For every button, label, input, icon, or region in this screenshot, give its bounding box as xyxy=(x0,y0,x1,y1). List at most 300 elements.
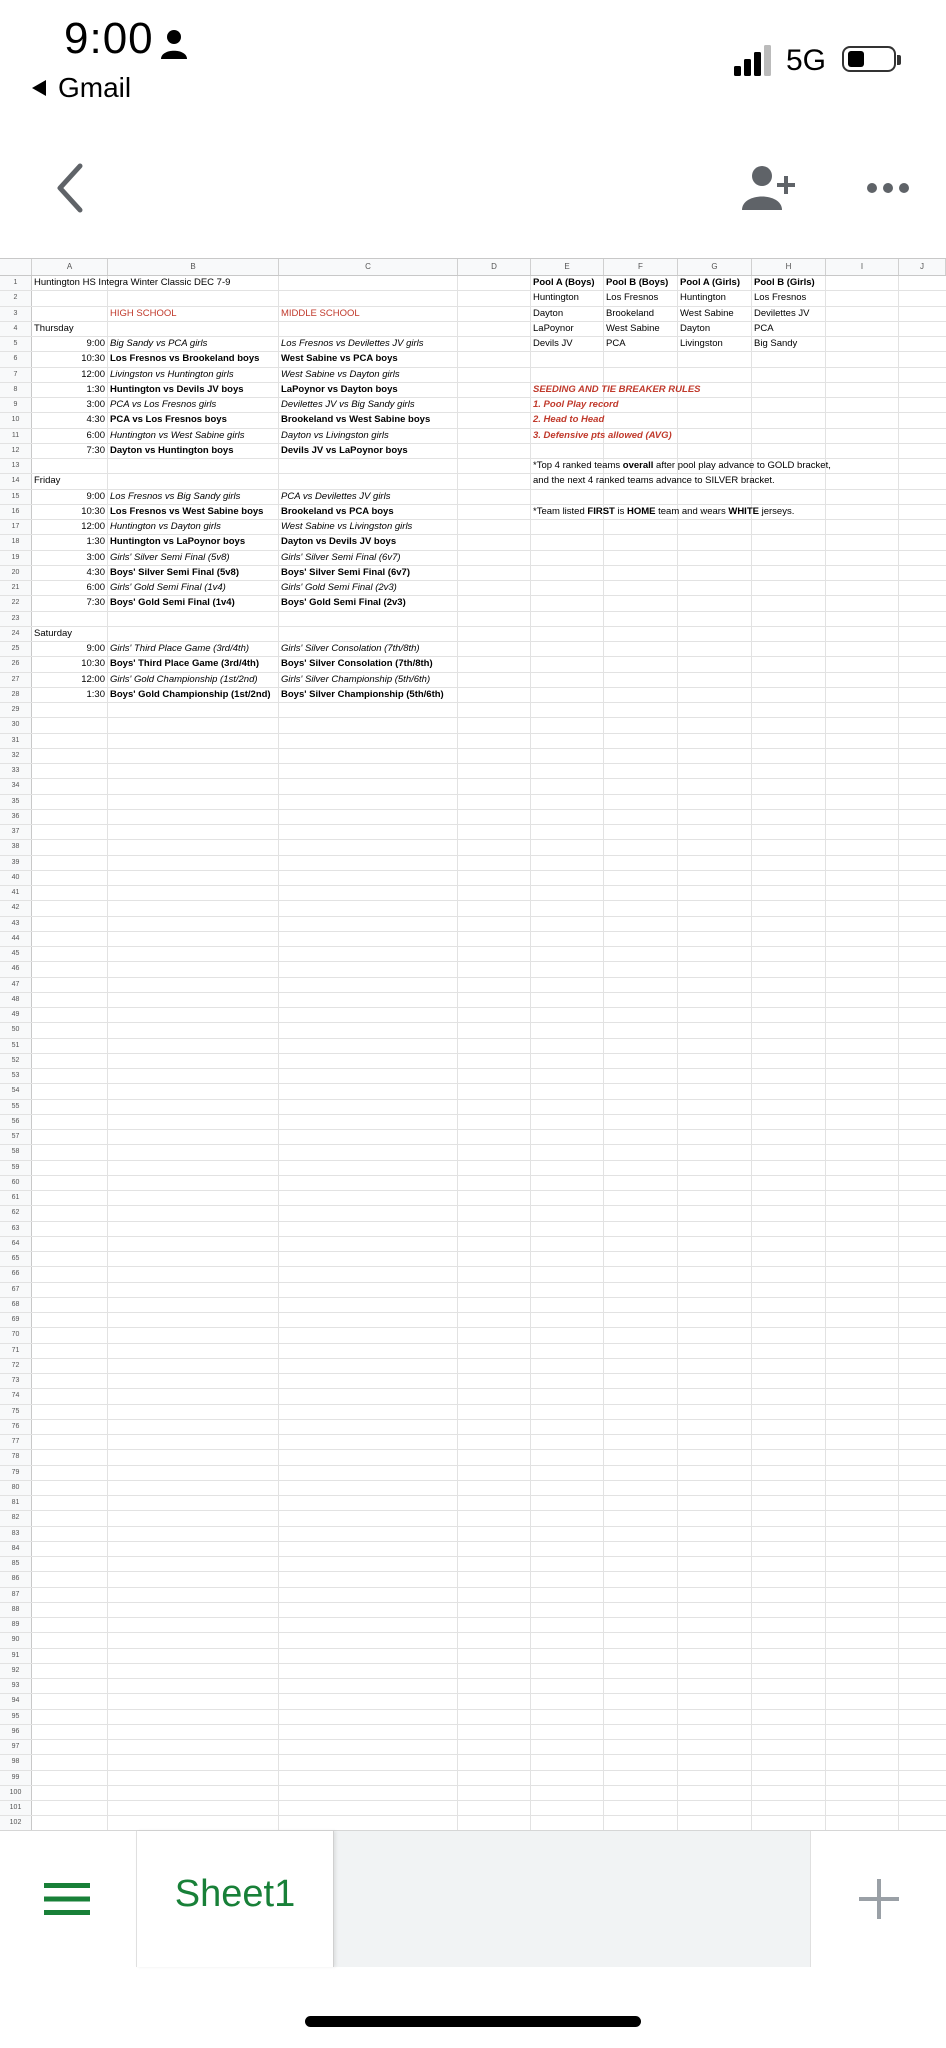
column-header-i[interactable]: I xyxy=(826,259,899,275)
cell-c22[interactable]: Boys' Gold Semi Final (2v3) xyxy=(281,597,406,609)
sheet-row xyxy=(0,566,946,581)
row-number[interactable]: 82 xyxy=(0,1511,32,1525)
sheet-row xyxy=(0,642,946,657)
home-indicator xyxy=(305,2016,641,2027)
sheet-row xyxy=(0,1740,946,1755)
row-number[interactable]: 32 xyxy=(0,749,32,763)
cell-c21[interactable]: Girls' Gold Semi Final (2v3) xyxy=(281,582,397,593)
row-number[interactable]: 26 xyxy=(0,657,32,671)
cell-c3[interactable]: MIDDLE SCHOOL xyxy=(281,307,360,319)
row-number[interactable]: 13 xyxy=(0,459,32,473)
sheet-row xyxy=(0,474,946,489)
cell-c7[interactable]: West Sabine vs Dayton girls xyxy=(281,368,400,380)
sheet-row xyxy=(0,1267,946,1282)
row-number[interactable]: 45 xyxy=(0,947,32,961)
cell-a24[interactable]: Saturday xyxy=(34,627,73,639)
row-number[interactable]: 9 xyxy=(0,398,32,412)
row-number[interactable]: 53 xyxy=(0,1069,32,1083)
row-number[interactable]: 102 xyxy=(0,1816,32,1830)
cell-g2[interactable]: Huntington xyxy=(680,292,726,304)
row-number[interactable]: 10 xyxy=(0,413,32,427)
row-number[interactable]: 89 xyxy=(0,1618,32,1632)
row-number[interactable]: 101 xyxy=(0,1801,32,1815)
row-number[interactable]: 69 xyxy=(0,1313,32,1327)
row-number[interactable]: 24 xyxy=(0,627,32,641)
sheet-row xyxy=(0,1313,946,1328)
row-number[interactable]: 1 xyxy=(0,276,32,290)
cell-b28[interactable]: Boys' Gold Championship (1st/2nd) xyxy=(110,688,271,700)
cell-a8[interactable]: 1:30 xyxy=(86,383,105,395)
sheet-row xyxy=(0,718,946,733)
sheet-row xyxy=(0,322,946,337)
cell-e14[interactable]: and the next 4 ranked teams advance to SILVER bracket. xyxy=(533,475,775,487)
sheet-row xyxy=(0,947,946,962)
cell-b5[interactable]: Big Sandy vs PCA girls xyxy=(110,338,208,349)
sheet-row xyxy=(0,1161,946,1176)
row-number[interactable]: 99 xyxy=(0,1771,32,1785)
sheet-row xyxy=(0,581,946,596)
row-number[interactable]: 25 xyxy=(0,642,32,656)
sheet-row xyxy=(0,429,946,444)
cell-c9[interactable]: Devilettes JV vs Big Sandy girls xyxy=(281,399,415,410)
row-number[interactable]: 7 xyxy=(0,368,32,382)
cell-g5[interactable]: Livingston xyxy=(680,338,723,349)
row-number[interactable]: 30 xyxy=(0,718,32,732)
cell-e13[interactable]: *Top 4 ranked teams overall after pool play advance to GOLD bracket, xyxy=(533,460,831,471)
sheet-row xyxy=(0,703,946,718)
cell-c20[interactable]: Boys' Silver Semi Final (6v7) xyxy=(281,566,410,578)
row-number[interactable]: 79 xyxy=(0,1466,32,1480)
cell-a27[interactable]: 12:00 xyxy=(81,673,105,685)
row-number[interactable]: 88 xyxy=(0,1603,32,1617)
row-number[interactable]: 40 xyxy=(0,871,32,885)
cell-g4[interactable]: Dayton xyxy=(680,322,711,334)
column-header-b[interactable]: B xyxy=(108,259,279,275)
sheet-row xyxy=(0,1649,946,1664)
sheet-row xyxy=(0,291,946,306)
row-number[interactable]: 3 xyxy=(0,307,32,321)
row-number[interactable]: 42 xyxy=(0,901,32,915)
cell-a9[interactable]: 3:00 xyxy=(86,399,105,410)
cell-b27[interactable]: Girls' Gold Championship (1st/2nd) xyxy=(110,673,258,685)
row-number[interactable]: 92 xyxy=(0,1664,32,1678)
sheet-row xyxy=(0,1588,946,1603)
sheet-row xyxy=(0,688,946,703)
network-label: 5G xyxy=(786,44,827,77)
row-number[interactable]: 73 xyxy=(0,1374,32,1388)
back-triangle-icon xyxy=(30,78,48,98)
sheet-row xyxy=(0,1679,946,1694)
row-number[interactable]: 43 xyxy=(0,917,32,931)
row-number[interactable]: 41 xyxy=(0,886,32,900)
column-header-a[interactable]: A xyxy=(32,259,108,275)
cell-e8[interactable]: SEEDING AND TIE BREAKER RULES xyxy=(533,383,701,395)
cell-h4[interactable]: PCA xyxy=(754,322,774,334)
sheet-row xyxy=(0,1222,946,1237)
row-number[interactable]: 59 xyxy=(0,1161,32,1175)
back-to-app-link[interactable] xyxy=(30,72,131,104)
column-header-row xyxy=(0,259,946,276)
add-sheet-button[interactable] xyxy=(810,1831,946,1967)
sheet-row xyxy=(0,276,946,291)
row-number[interactable]: 39 xyxy=(0,856,32,870)
sheet-row xyxy=(0,1710,946,1725)
cell-e4[interactable]: LaPoynor xyxy=(533,322,574,334)
sheet-row xyxy=(0,1130,946,1145)
sheet-row xyxy=(0,1237,946,1252)
sheets-menu-button[interactable] xyxy=(0,1831,136,1967)
sheet-row xyxy=(0,795,946,810)
sheet-row xyxy=(0,1801,946,1816)
sheet-row xyxy=(0,1542,946,1557)
row-number[interactable]: 51 xyxy=(0,1039,32,1053)
column-header-d[interactable]: D xyxy=(458,259,531,275)
row-number[interactable]: 31 xyxy=(0,734,32,748)
cell-a12[interactable]: 7:30 xyxy=(86,444,105,456)
sheet-row xyxy=(0,1405,946,1420)
cell-h1[interactable]: Pool B (Girls) xyxy=(754,277,815,288)
cell-c11[interactable]: Dayton vs Livingston girls xyxy=(281,429,389,441)
select-all-corner[interactable] xyxy=(0,259,32,275)
sheet-row xyxy=(0,551,946,566)
row-number[interactable]: 19 xyxy=(0,551,32,565)
cell-b16[interactable]: Los Fresnos vs West Sabine boys xyxy=(110,505,264,517)
cell-a25[interactable]: 9:00 xyxy=(86,643,105,654)
cell-a21[interactable]: 6:00 xyxy=(86,582,105,593)
sheet-row xyxy=(0,1145,946,1160)
sheet-row xyxy=(0,734,946,749)
cell-e2[interactable]: Huntington xyxy=(533,292,579,304)
sheet-row xyxy=(0,673,946,688)
row-number[interactable]: 93 xyxy=(0,1679,32,1693)
row-number[interactable]: 15 xyxy=(0,490,32,504)
row-number[interactable]: 20 xyxy=(0,566,32,580)
cell-b15[interactable]: Los Fresnos vs Big Sandy girls xyxy=(110,490,241,502)
row-number[interactable]: 81 xyxy=(0,1496,32,1510)
row-number[interactable]: 97 xyxy=(0,1740,32,1754)
sheet-row xyxy=(0,612,946,627)
row-number[interactable]: 77 xyxy=(0,1435,32,1449)
sheet-row xyxy=(0,1603,946,1618)
sheet-row xyxy=(0,307,946,322)
cell-c27[interactable]: Girls' Silver Championship (5th/6th) xyxy=(281,673,431,685)
cell-a15[interactable]: 9:00 xyxy=(86,490,105,502)
spreadsheet-grid[interactable] xyxy=(0,258,946,1831)
sheet-row xyxy=(0,1420,946,1435)
row-number[interactable]: 29 xyxy=(0,703,32,717)
column-header-c[interactable]: C xyxy=(279,259,458,275)
cell-c26[interactable]: Boys' Silver Consolation (7th/8th) xyxy=(281,658,433,670)
cell-f4[interactable]: West Sabine xyxy=(606,322,660,334)
cell-b26[interactable]: Boys' Third Place Game (3rd/4th) xyxy=(110,658,260,670)
row-number[interactable]: 22 xyxy=(0,596,32,610)
cell-b3[interactable]: HIGH SCHOOL xyxy=(110,307,177,319)
more-horizontal-icon[interactable] xyxy=(866,182,910,194)
sheet-row xyxy=(0,1328,946,1343)
row-number[interactable]: 68 xyxy=(0,1298,32,1312)
row-number[interactable]: 46 xyxy=(0,962,32,976)
sheet-row xyxy=(0,1755,946,1770)
cell-h5[interactable]: Big Sandy xyxy=(754,338,798,349)
signal-icon xyxy=(734,44,774,76)
row-number[interactable]: 76 xyxy=(0,1420,32,1434)
sheet-row xyxy=(0,413,946,428)
sheet-row xyxy=(0,1206,946,1221)
cell-c12[interactable]: Devils JV vs LaPoynor boys xyxy=(281,444,408,456)
row-number[interactable]: 5 xyxy=(0,337,32,351)
status-time: 9:00 xyxy=(64,14,154,63)
cell-h3[interactable]: Devilettes JV xyxy=(754,307,810,319)
row-number[interactable]: 84 xyxy=(0,1542,32,1556)
row-number[interactable]: 55 xyxy=(0,1100,32,1114)
row-number[interactable]: 57 xyxy=(0,1130,32,1144)
sheet-row xyxy=(0,1771,946,1786)
cell-e3[interactable]: Dayton xyxy=(533,307,564,319)
sheet-row xyxy=(0,1389,946,1404)
column-header-h[interactable]: H xyxy=(752,259,826,275)
sheet-row xyxy=(0,1664,946,1679)
sheet-row xyxy=(0,779,946,794)
row-number[interactable]: 75 xyxy=(0,1405,32,1419)
cell-e16[interactable]: *Team listed FIRST is HOME team and wears WHITE jerseys. xyxy=(533,505,795,517)
sheet-row xyxy=(0,1344,946,1359)
row-number[interactable]: 91 xyxy=(0,1649,32,1663)
row-number[interactable]: 52 xyxy=(0,1054,32,1068)
row-number[interactable]: 67 xyxy=(0,1283,32,1297)
sheet-row xyxy=(0,520,946,535)
cell-c19[interactable]: Girls' Silver Semi Final (6v7) xyxy=(281,551,401,563)
cell-a10[interactable]: 4:30 xyxy=(86,414,105,426)
row-number[interactable]: 63 xyxy=(0,1222,32,1236)
cell-b17[interactable]: Huntington vs Dayton girls xyxy=(110,521,221,532)
person-icon xyxy=(158,28,190,60)
sheet-row xyxy=(0,444,946,459)
cell-a11[interactable]: 6:00 xyxy=(86,429,105,441)
cell-a7[interactable]: 12:00 xyxy=(81,368,105,380)
row-number[interactable]: 38 xyxy=(0,840,32,854)
cell-a26[interactable]: 10:30 xyxy=(81,658,105,670)
row-number[interactable]: 98 xyxy=(0,1755,32,1769)
sheet-row xyxy=(0,1100,946,1115)
row-number[interactable]: 50 xyxy=(0,1023,32,1037)
sheet-row xyxy=(0,505,946,520)
sheet-row xyxy=(0,1435,946,1450)
cell-c15[interactable]: PCA vs Devilettes JV girls xyxy=(281,490,391,502)
back-app-label: Gmail xyxy=(58,72,132,103)
cell-a1[interactable]: Huntington HS Integra Winter Classic DEC 7-9 xyxy=(34,277,231,288)
row-number[interactable]: 49 xyxy=(0,1008,32,1022)
row-number[interactable]: 78 xyxy=(0,1450,32,1464)
sheet-row xyxy=(0,1191,946,1206)
cell-e10[interactable]: 2. Head to Head xyxy=(533,414,605,426)
cell-b9[interactable]: PCA vs Los Fresnos girls xyxy=(110,399,217,410)
row-number[interactable]: 65 xyxy=(0,1252,32,1266)
row-number[interactable]: 14 xyxy=(0,474,32,488)
cell-c28[interactable]: Boys' Silver Championship (5th/6th) xyxy=(281,688,444,700)
cell-g3[interactable]: West Sabine xyxy=(680,307,734,319)
cell-e9[interactable]: 1. Pool Play record xyxy=(533,399,619,410)
row-number[interactable]: 100 xyxy=(0,1786,32,1800)
row-number[interactable]: 74 xyxy=(0,1389,32,1403)
row-number[interactable]: 6 xyxy=(0,352,32,366)
row-number[interactable]: 18 xyxy=(0,535,32,549)
row-number[interactable]: 58 xyxy=(0,1145,32,1159)
row-number[interactable]: 47 xyxy=(0,978,32,992)
cell-b7[interactable]: Livingston vs Huntington girls xyxy=(110,368,234,380)
cell-c17[interactable]: West Sabine vs Livingston girls xyxy=(281,521,413,532)
cell-c10[interactable]: Brookeland vs West Sabine boys xyxy=(281,414,431,426)
app-toolbar xyxy=(0,120,946,255)
cell-a16[interactable]: 10:30 xyxy=(81,505,105,517)
sheet-row xyxy=(0,535,946,550)
sheet-tab-sheet1[interactable] xyxy=(136,1831,334,1967)
cell-a17[interactable]: 12:00 xyxy=(81,521,105,532)
battery-icon xyxy=(842,46,896,72)
sheet-row xyxy=(0,886,946,901)
cell-b18[interactable]: Huntington vs LaPoynor boys xyxy=(110,536,246,548)
row-number[interactable]: 23 xyxy=(0,612,32,626)
sheet-row xyxy=(0,1450,946,1465)
chevron-left-icon[interactable] xyxy=(50,160,90,216)
sheet-row xyxy=(0,917,946,932)
row-number[interactable]: 85 xyxy=(0,1557,32,1571)
sheet-row xyxy=(0,810,946,825)
cell-c16[interactable]: Brookeland vs PCA boys xyxy=(281,505,394,517)
cell-h2[interactable]: Los Fresnos xyxy=(754,292,807,304)
row-number[interactable]: 90 xyxy=(0,1633,32,1647)
cell-f5[interactable]: PCA xyxy=(606,338,626,349)
row-number[interactable]: 64 xyxy=(0,1237,32,1251)
row-number[interactable]: 48 xyxy=(0,993,32,1007)
row-number[interactable]: 34 xyxy=(0,779,32,793)
column-header-f[interactable]: F xyxy=(604,259,678,275)
sheet-row xyxy=(0,490,946,505)
cell-a5[interactable]: 9:00 xyxy=(86,338,105,349)
cell-b19[interactable]: Girls' Silver Semi Final (5v8) xyxy=(110,551,230,563)
cell-e11[interactable]: 3. Defensive pts allowed (AVG) xyxy=(533,429,672,441)
row-number[interactable]: 21 xyxy=(0,581,32,595)
sheet-row xyxy=(0,1466,946,1481)
cell-a22[interactable]: 7:30 xyxy=(86,597,105,609)
add-person-icon[interactable] xyxy=(740,162,800,212)
cell-c5[interactable]: Los Fresnos vs Devilettes JV girls xyxy=(281,338,424,349)
row-number[interactable]: 66 xyxy=(0,1267,32,1281)
row-number[interactable]: 71 xyxy=(0,1344,32,1358)
sheet-row xyxy=(0,840,946,855)
sheet-row xyxy=(0,749,946,764)
sheet-row xyxy=(0,1633,946,1648)
column-header-g[interactable]: G xyxy=(678,259,752,275)
row-number[interactable]: 87 xyxy=(0,1588,32,1602)
cell-a28[interactable]: 1:30 xyxy=(86,688,105,700)
sheet-row xyxy=(0,1725,946,1740)
row-number[interactable]: 16 xyxy=(0,505,32,519)
cell-b10[interactable]: PCA vs Los Fresnos boys xyxy=(110,414,227,426)
row-number[interactable]: 37 xyxy=(0,825,32,839)
row-number[interactable]: 56 xyxy=(0,1115,32,1129)
sheet-row xyxy=(0,1008,946,1023)
column-header-e[interactable]: E xyxy=(531,259,604,275)
column-header-j[interactable]: J xyxy=(899,259,946,275)
cell-a18[interactable]: 1:30 xyxy=(86,536,105,548)
sheet-row xyxy=(0,398,946,413)
row-number[interactable]: 72 xyxy=(0,1359,32,1373)
row-number[interactable]: 2 xyxy=(0,291,32,305)
row-number[interactable]: 60 xyxy=(0,1176,32,1190)
row-number[interactable]: 12 xyxy=(0,444,32,458)
row-number[interactable]: 80 xyxy=(0,1481,32,1495)
row-number[interactable]: 17 xyxy=(0,520,32,534)
cell-b20[interactable]: Boys' Silver Semi Final (5v8) xyxy=(110,566,239,578)
row-number[interactable]: 94 xyxy=(0,1694,32,1708)
sheet-row xyxy=(0,1084,946,1099)
row-number[interactable]: 61 xyxy=(0,1191,32,1205)
sheet-row xyxy=(0,993,946,1008)
sheet-tab-bar xyxy=(0,1830,946,1967)
sheet-row xyxy=(0,932,946,947)
cell-b11[interactable]: Huntington vs West Sabine girls xyxy=(110,429,245,441)
cell-c6[interactable]: West Sabine vs PCA boys xyxy=(281,353,398,365)
cell-e1[interactable]: Pool A (Boys) xyxy=(533,277,595,288)
cell-b6[interactable]: Los Fresnos vs Brookeland boys xyxy=(110,353,260,365)
row-number[interactable]: 54 xyxy=(0,1084,32,1098)
row-number[interactable]: 35 xyxy=(0,795,32,809)
row-number[interactable]: 11 xyxy=(0,429,32,443)
cell-a19[interactable]: 3:00 xyxy=(86,551,105,563)
sheet-row xyxy=(0,1374,946,1389)
row-number[interactable]: 83 xyxy=(0,1527,32,1541)
row-number[interactable]: 44 xyxy=(0,932,32,946)
cell-a6[interactable]: 10:30 xyxy=(81,353,105,365)
grid-body xyxy=(0,276,946,1831)
row-number[interactable]: 86 xyxy=(0,1572,32,1586)
row-number[interactable]: 70 xyxy=(0,1328,32,1342)
row-number[interactable]: 4 xyxy=(0,322,32,336)
cell-b8[interactable]: Huntington vs Devils JV boys xyxy=(110,383,244,395)
row-number[interactable]: 62 xyxy=(0,1206,32,1220)
cell-c8[interactable]: LaPoynor vs Dayton boys xyxy=(281,383,398,395)
row-number[interactable]: 95 xyxy=(0,1710,32,1724)
cell-b25[interactable]: Girls' Third Place Game (3rd/4th) xyxy=(110,643,250,654)
cell-g1[interactable]: Pool A (Girls) xyxy=(680,277,740,288)
sheet-row xyxy=(0,1572,946,1587)
cell-c25[interactable]: Girls' Silver Consolation (7th/8th) xyxy=(281,643,420,654)
row-number[interactable]: 96 xyxy=(0,1725,32,1739)
cell-c18[interactable]: Dayton vs Devils JV boys xyxy=(281,536,397,548)
cell-f1[interactable]: Pool B (Boys) xyxy=(606,277,669,288)
sheet-row xyxy=(0,1557,946,1572)
row-number[interactable]: 28 xyxy=(0,688,32,702)
cell-b22[interactable]: Boys' Gold Semi Final (1v4) xyxy=(110,597,235,609)
cell-b12[interactable]: Dayton vs Huntington boys xyxy=(110,444,234,456)
cell-a20[interactable]: 4:30 xyxy=(86,566,105,578)
sheet-row xyxy=(0,1023,946,1038)
row-number[interactable]: 27 xyxy=(0,673,32,687)
cell-f3[interactable]: Brookeland xyxy=(606,307,655,319)
sheet-row xyxy=(0,337,946,352)
sheet-row xyxy=(0,1694,946,1709)
cell-f2[interactable]: Los Fresnos xyxy=(606,292,659,304)
cell-b21[interactable]: Girls' Gold Semi Final (1v4) xyxy=(110,582,226,593)
cell-a14[interactable]: Friday xyxy=(34,475,61,487)
sheet-row xyxy=(0,383,946,398)
sheet-row xyxy=(0,1786,946,1801)
row-number[interactable]: 33 xyxy=(0,764,32,778)
row-number[interactable]: 36 xyxy=(0,810,32,824)
cell-e5[interactable]: Devils JV xyxy=(533,338,573,349)
row-number[interactable]: 8 xyxy=(0,383,32,397)
cell-a4[interactable]: Thursday xyxy=(34,322,74,334)
